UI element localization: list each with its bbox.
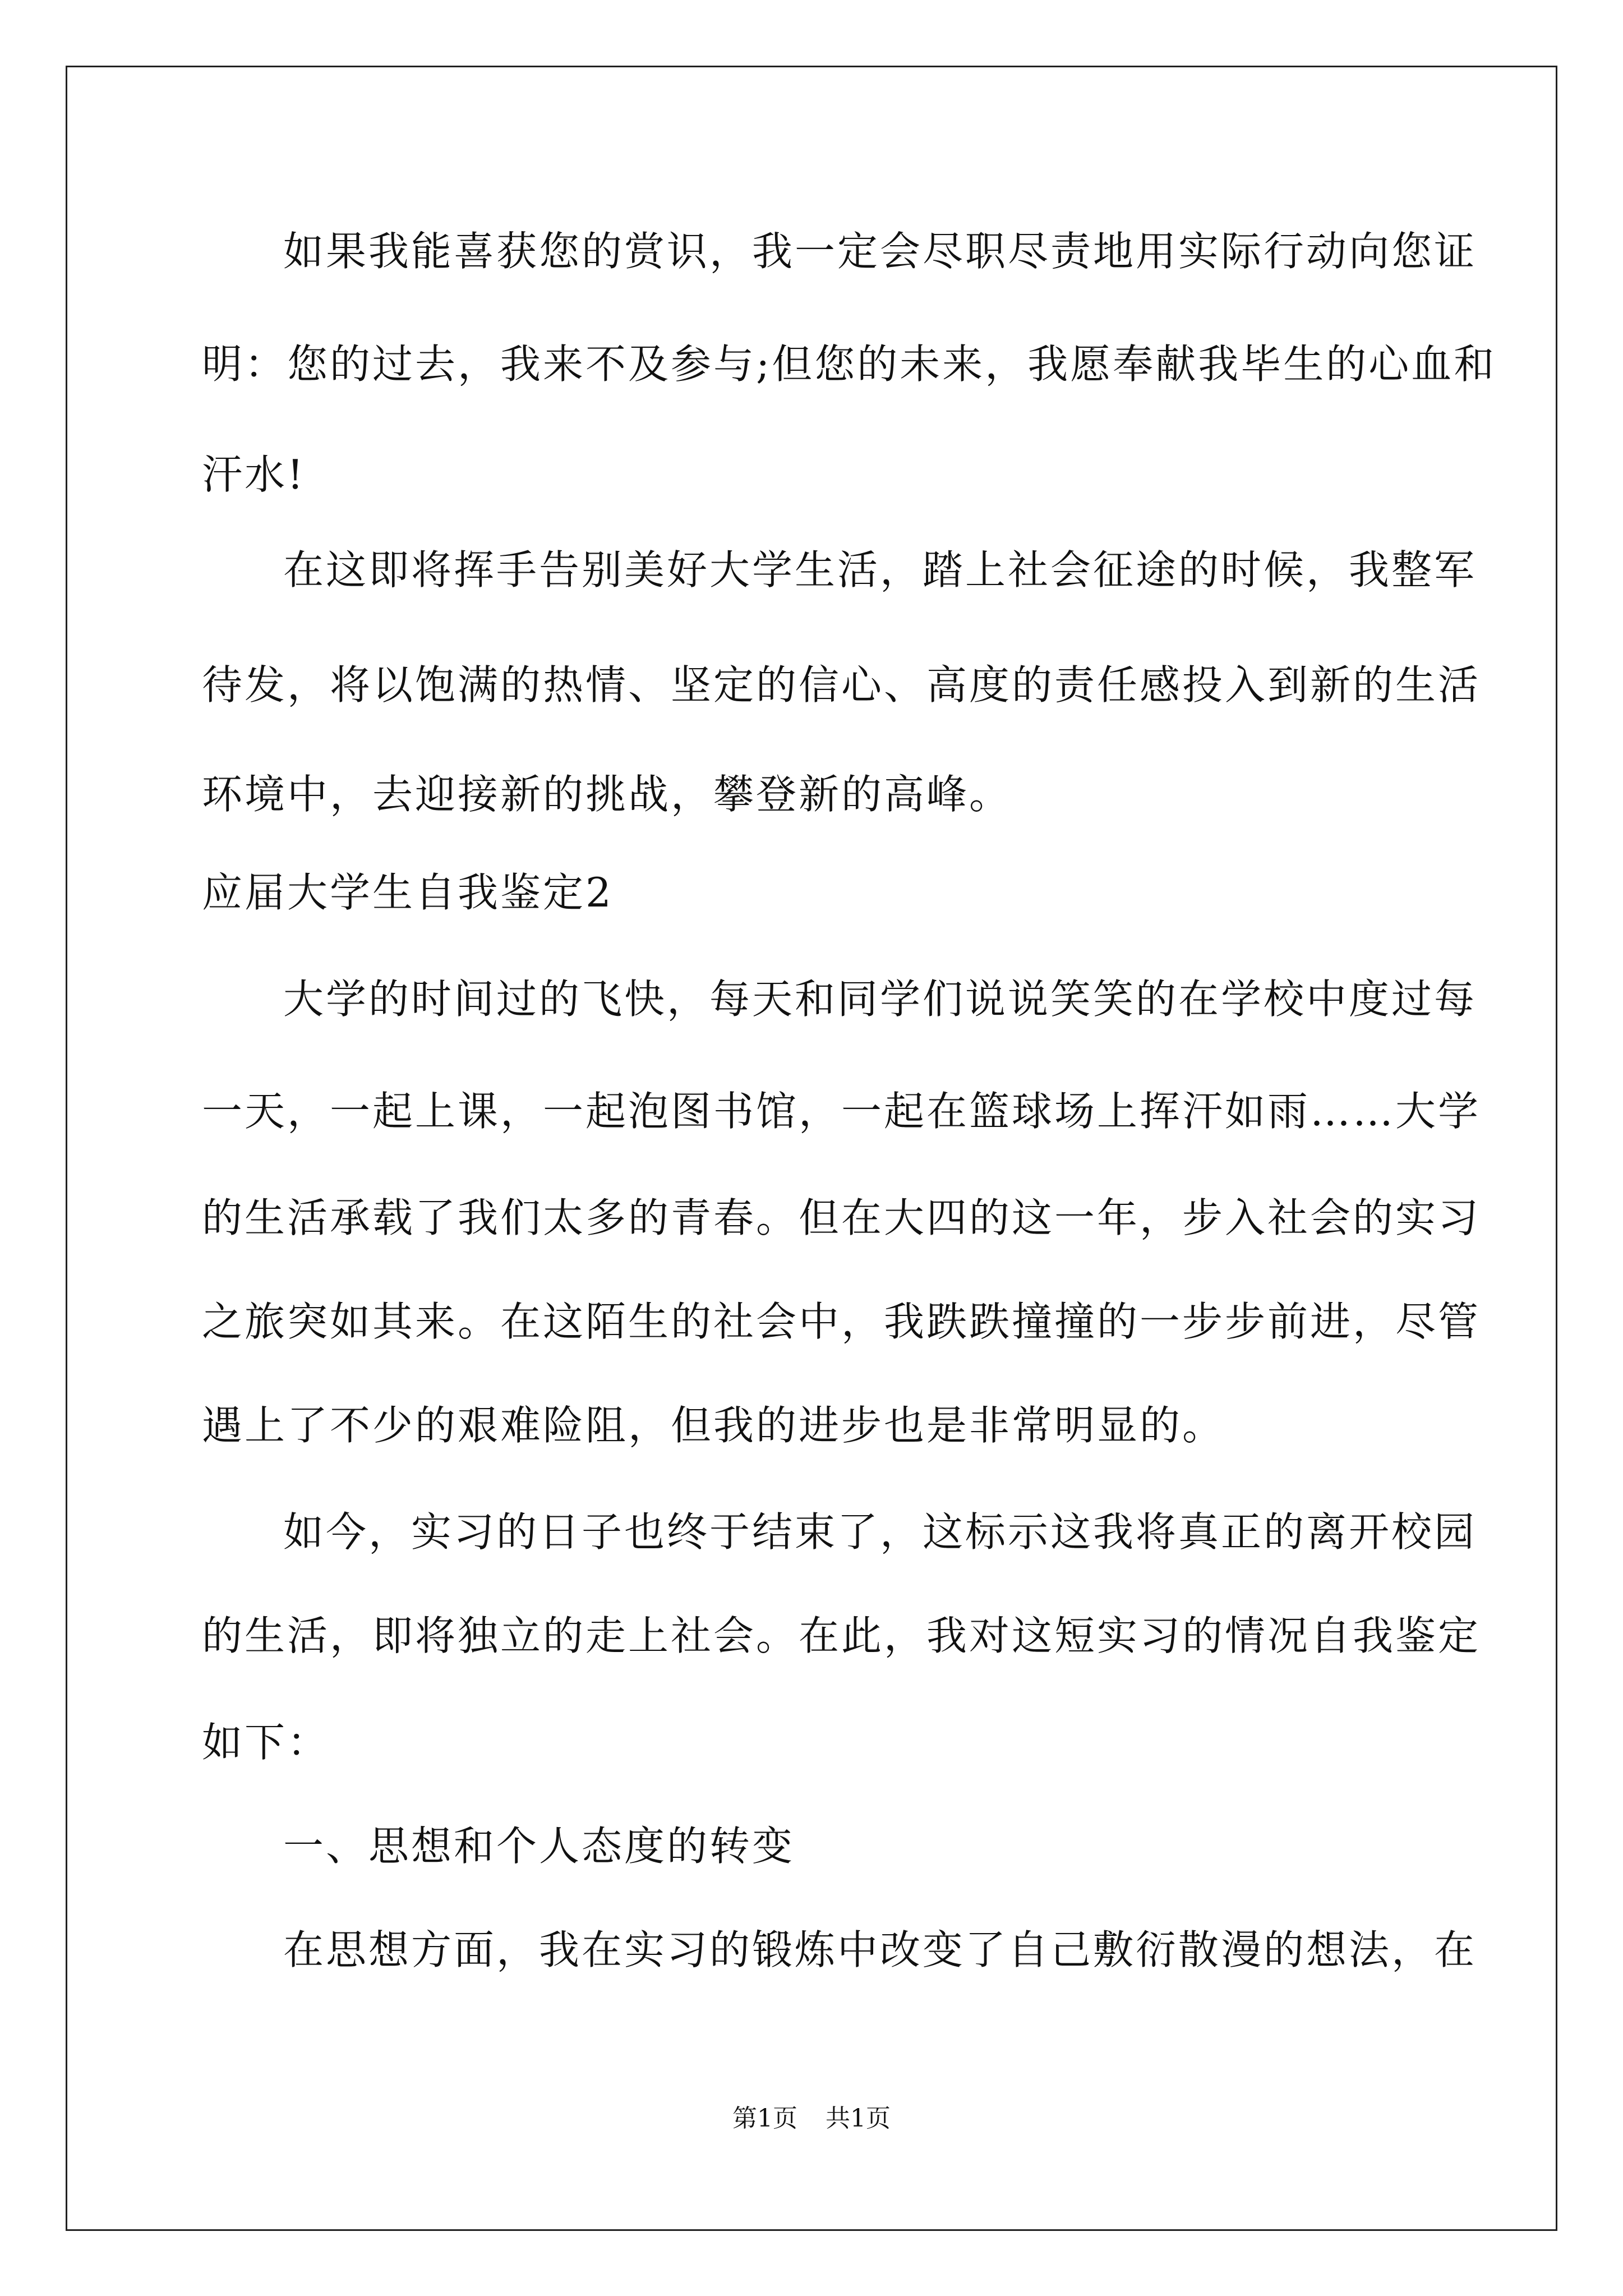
paragraph-line: 如下：: [202, 1719, 330, 1766]
page-footer: [0, 2098, 1623, 2134]
paragraph-line: 汗水!: [202, 451, 306, 498]
paragraph-line: 在思想方面，我在实习的锻炼中改变了自己敷衍散漫的想法，在: [283, 1926, 1477, 1973]
page-number-total: 共1页: [826, 2104, 891, 2133]
subsection-heading: 一、思想和个人态度的转变: [283, 1823, 795, 1870]
paragraph-line: 待发，将以饱满的热情、坚定的信心、高度的责任感投入到新的生活: [202, 661, 1481, 708]
paragraph-line: 明：您的过去，我来不及参与;但您的未来，我愿奉献我毕生的心血和: [202, 341, 1497, 388]
paragraph-line: 大学的时间过的飞快，每天和同学们说说笑笑的在学校中度过每: [283, 976, 1477, 1023]
page-border: [66, 66, 1557, 2231]
paragraph-line: 在这即将挥手告别美好大学生活，踏上社会征途的时候，我整军: [283, 546, 1477, 593]
paragraph-line: 的生活承载了我们太多的青春。但在大四的这一年，步入社会的实习: [202, 1194, 1481, 1241]
page-number-current: 第1页: [732, 2104, 797, 2133]
paragraph-line: 如果我能喜获您的赏识，我一定会尽职尽责地用实际行动向您证: [283, 228, 1477, 275]
paragraph-line: 环境中，去迎接新的挑战，攀登新的高峰。: [202, 771, 1012, 818]
paragraph-line: 之旅突如其来。在这陌生的社会中，我跌跌撞撞的一步步前进，尽管: [202, 1298, 1481, 1345]
paragraph-line: 一天，一起上课，一起泡图书馆，一起在篮球场上挥汗如雨……大学: [202, 1088, 1481, 1135]
paragraph-line: 如今，实习的日子也终于结束了，这标示这我将真正的离开校园: [283, 1508, 1477, 1556]
paragraph-line: 的生活，即将独立的走上社会。在此，我对这短实习的情况自我鉴定: [202, 1612, 1481, 1659]
paragraph-line: 遇上了不少的艰难险阻，但我的进步也是非常明显的。: [202, 1402, 1225, 1449]
section-heading: 应届大学生自我鉴定2: [202, 869, 614, 916]
